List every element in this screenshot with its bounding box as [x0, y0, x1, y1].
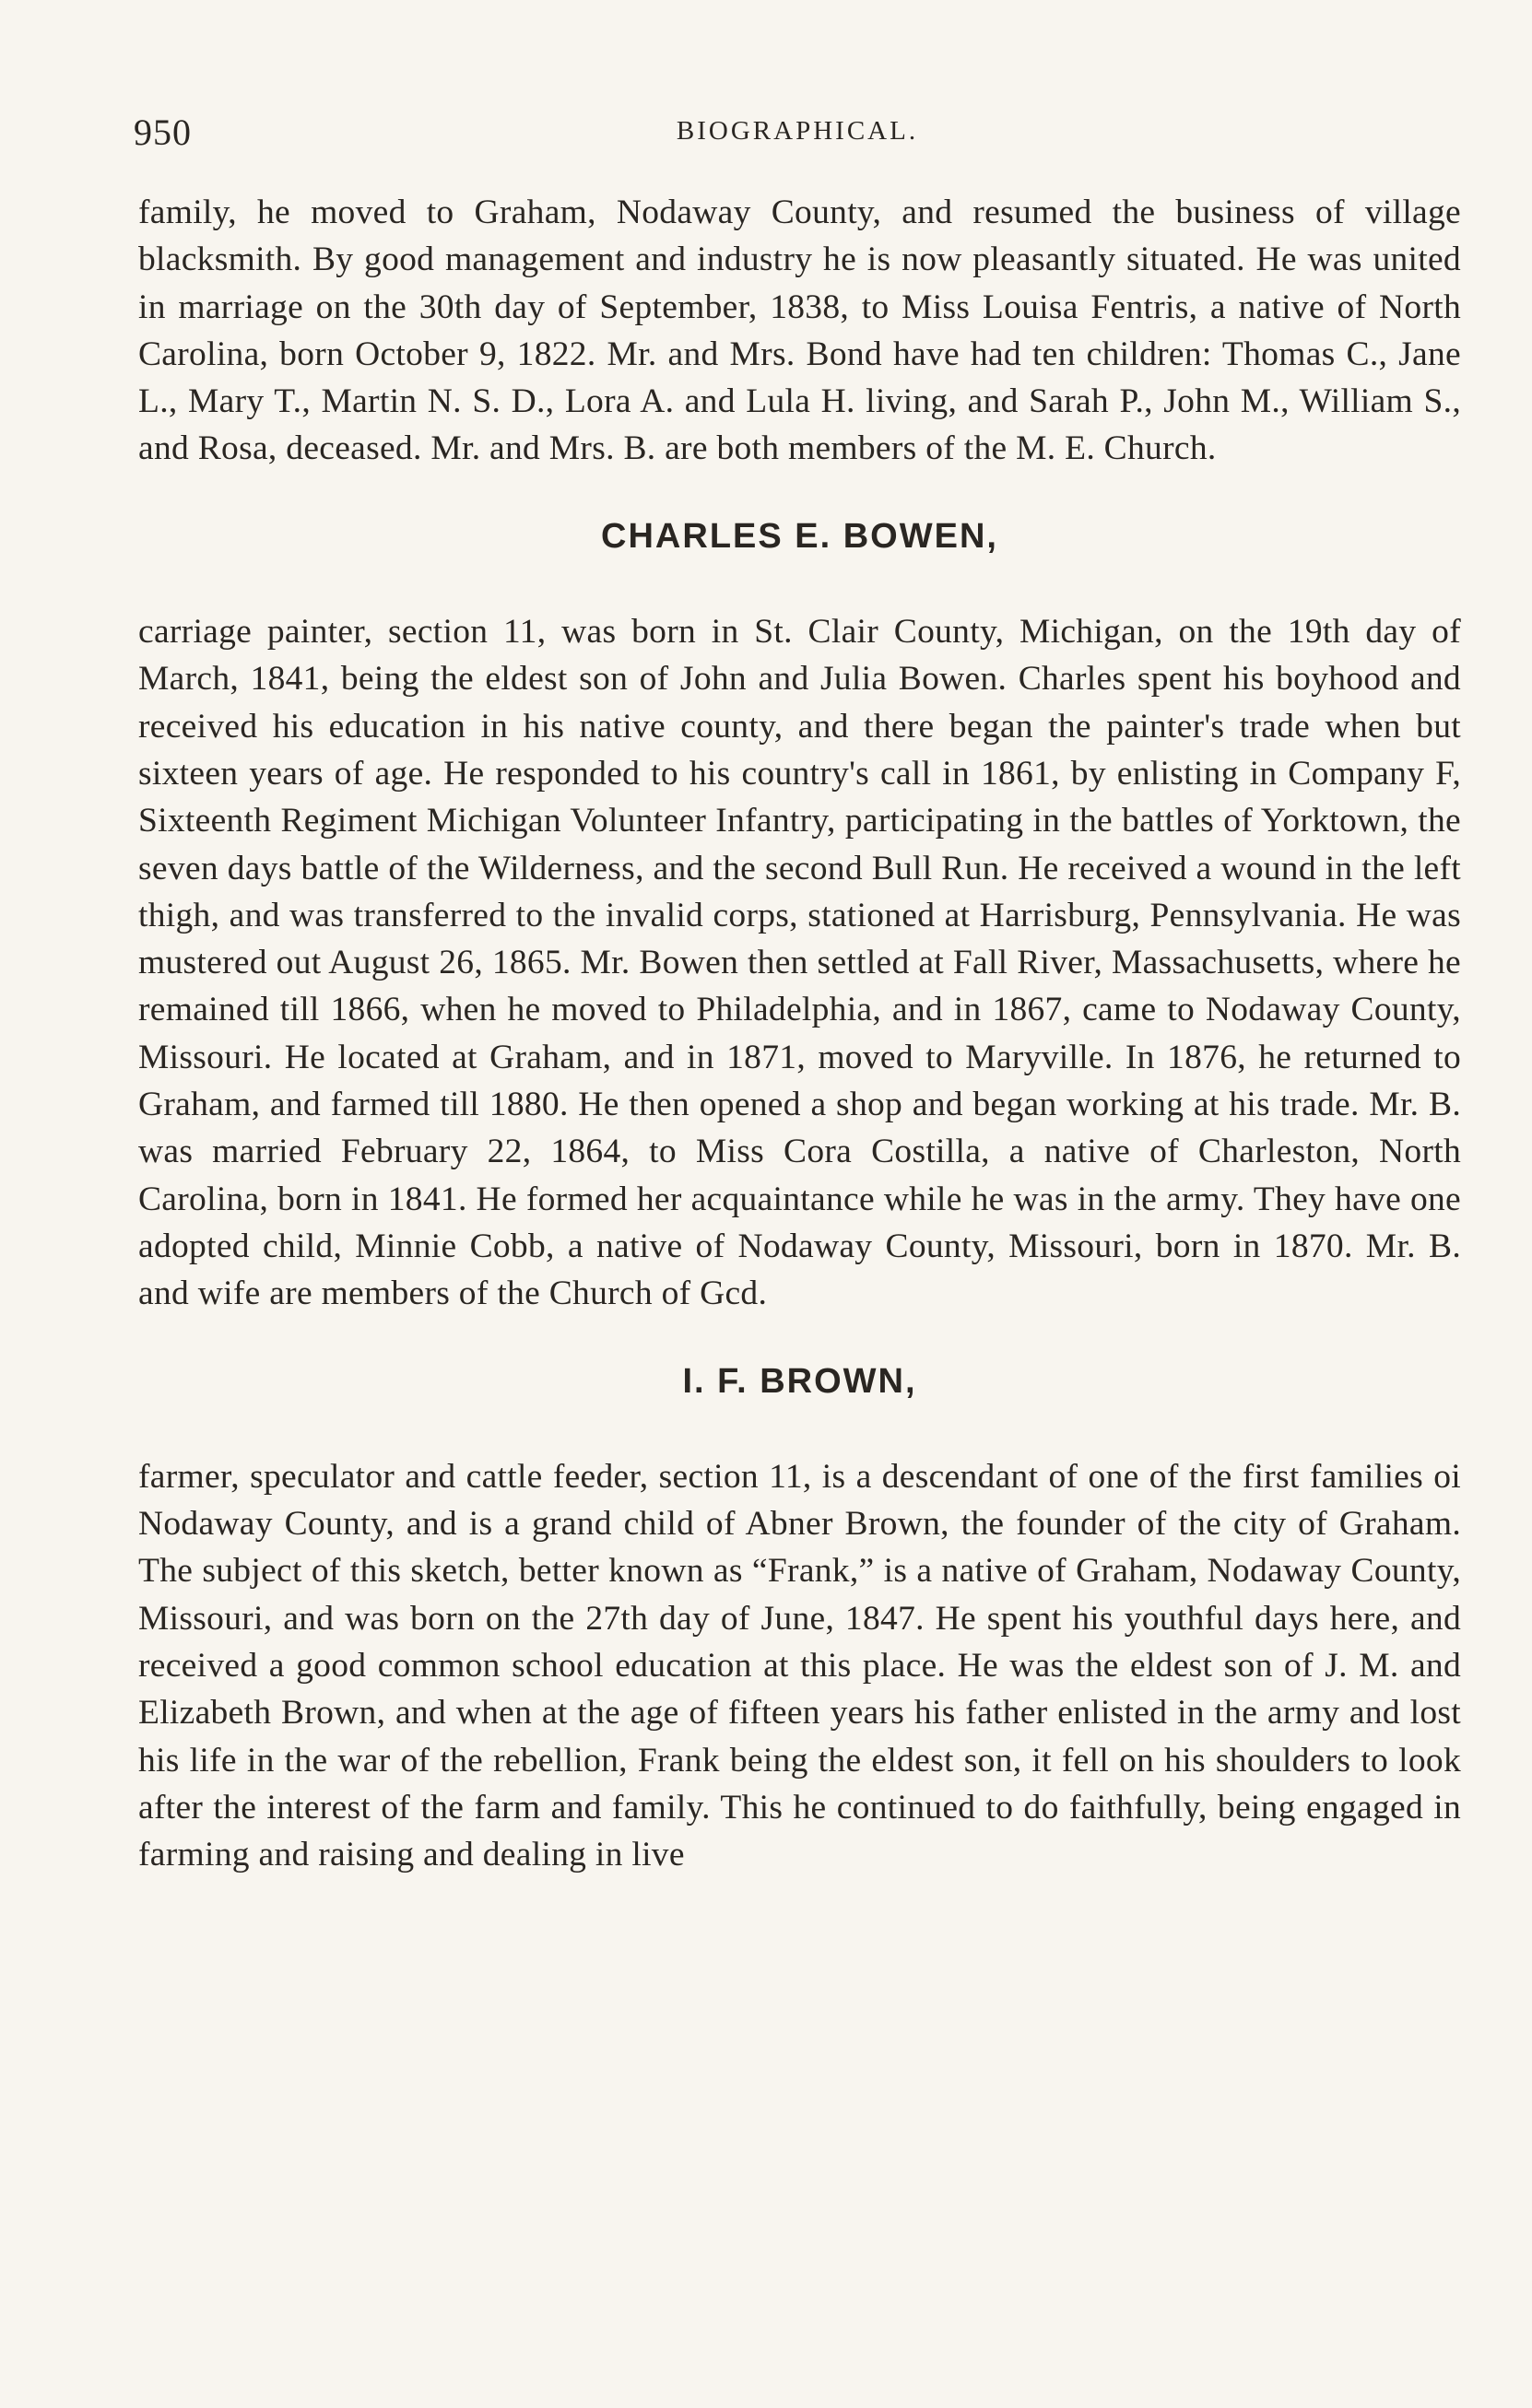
running-head: BIOGRAPHICAL.: [676, 116, 919, 146]
page-header: [134, 111, 1461, 166]
brown-heading: I. F. BROWN,: [682, 1361, 917, 1401]
brown-biography-paragraph: farmer, speculator and cattle feeder, section 11, is a descendant of one of the first families oi Nodaway County, and is a grand child of Abner Brown, the founder of the city of Graham. The subject of this sketch, better known as “Frank,” is a native of Graham, Nodaway County, Missouri, and was born on the 27th day of June, 1847. He spent his youthful days here, and received a good common school education at this place. He was the eldest son of J. M. and Elizabeth Brown, and when at the age of fifteen years his father enlisted in the army and lost his life in the war of the rebellion, Frank being the eldest son, it fell on his shoulders to look after the interest of the farm and family. This he continued to do faithfully, being engaged in farming and raising and dealing in live: [138, 1457, 1461, 1874]
bond-biography-paragraph: family, he moved to Graham, Nodaway County, and resumed the business of village blacksmith. By good management and industry he is now pleasantly situated. He was united in marriage on the 30th day of September, 1838, to Miss Louisa Fentris, a native of North Carolina, born October 9, 1822. Mr. and Mrs. Bond have had ten children: Thomas C., Jane L., Mary T., Martin N. S. D., Lora A. and Lula H. living, and Sarah P., John M., William S., and Rosa, deceased. Mr. and Mrs. B. are both members of the M. E. Church.: [138, 194, 1461, 468]
page-number: 950: [134, 112, 192, 153]
bowen-heading: CHARLES E. BOWEN,: [601, 516, 998, 556]
bowen-biography-paragraph: carriage painter, section 11, was born in St. Clair County, Michigan, on the 19th day of March, 1841, being the eldest son of John and Julia Bowen. Charles spent his boyhood and received his education in his native county, and there began the painter's trade when but sixteen years of age. He responded to his country's call in 1861, by enlisting in Company F, Sixteenth Regiment Michigan Volunteer Infantry, participating in the battles of Yorktown, the seven days battle of the Wilderness, and the second Bull Run. He received a wound in the left thigh, and was transferred to the invalid corps, stationed at Harrisburg, Pennsylvania. He was mustered out August 26, 1865. Mr. Bowen then settled at Fall River, Massachusetts, where he remained till 1866, when he moved to Philadelphia, and in 1867, came to Nodaway County, Missouri. He located at Graham, and in 1871, moved to Maryville. In 1876, he returned to Graham, and farmed till 1880. He then opened a shop and began working at his trade. Mr. B. was married February 22, 1864, to Miss Cora Costilla, a native of Charleston, North Carolina, born in 1841. He formed her acquaintance while he was in the army. They have one adopted child, Minnie Cobb, a native of Nodaway County, Missouri, born in 1870. Mr. B. and wife are members of the Church of Gcd.: [138, 613, 1461, 1313]
body-text: [138, 189, 1461, 1879]
